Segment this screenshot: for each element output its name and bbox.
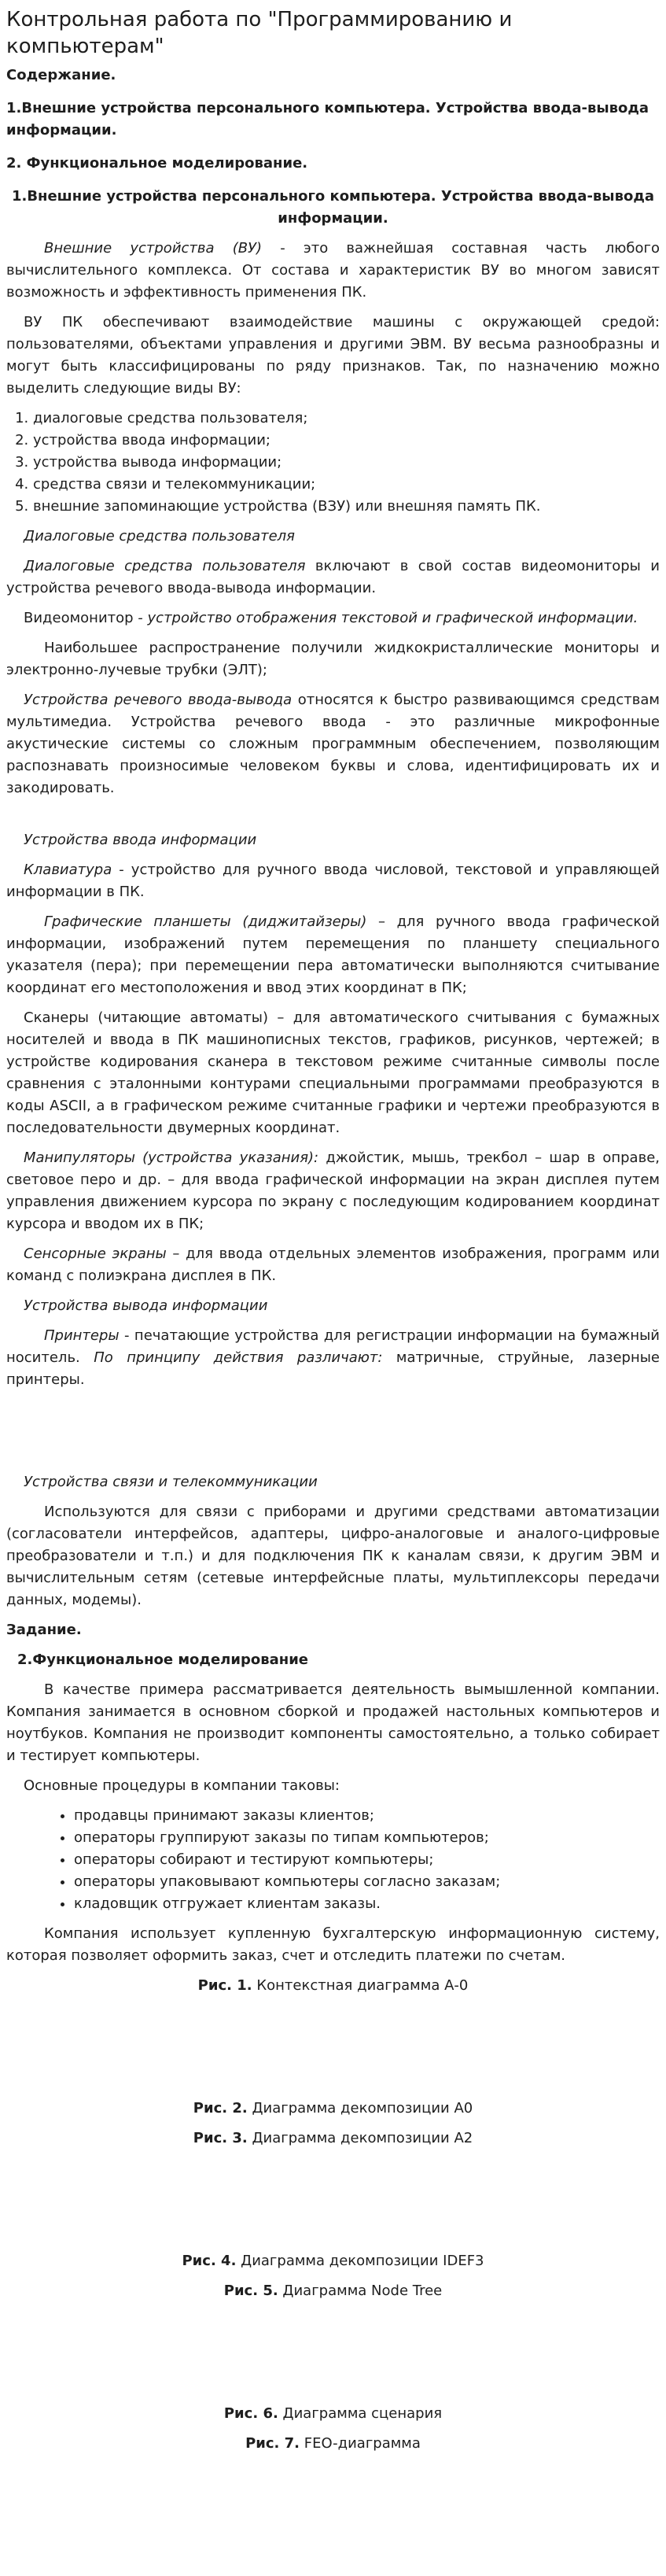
list-item: • операторы собирают и тестируют компьютеры; [74, 1849, 660, 1871]
list-item: • продавцы принимают заказы клиентов; [74, 1805, 660, 1827]
procedures-list [6, 1805, 660, 1915]
toc-item-2: 2. Функциональное моделирование. [6, 155, 308, 172]
list-item: 4. средства связи и телекоммуникации; [33, 474, 660, 496]
figure-1-placeholder [6, 2005, 660, 2098]
input-paragraph-3: Сканеры (читающие автоматы) – для автоматического считывания с бумажных носителей и ввода в ПК машинописных текстов, графиков, рисунков, чертежей; в устройстве кодирования сканера в текстовом режиме считанные символы после сравнения с эталонными контурами специальными программами преобразуются в коды ASCII, а в графическом режиме считанные графики и чертежи преобразуются в последовательности двумерных координат. [6, 1009, 660, 1136]
figure-caption-5: Рис. 5. Диаграмма Node Tree [223, 2283, 443, 2299]
toc-heading: Содержание. [6, 67, 116, 83]
task-heading: Задание. [6, 1622, 82, 1638]
device-types-list [6, 408, 660, 518]
telecom-subheading: Устройства связи и телекоммуникации [24, 1474, 318, 1490]
list-item: • операторы группируют заказы по типам компьютеров; [74, 1827, 660, 1849]
input-subheading: Устройства ввода информации [24, 832, 257, 848]
telecom-paragraph-1: Используются для связи с приборами и другими средствами автоматизации (согласователи интерфейсов, адаптеры, цифро-аналоговые и аналого-цифровые преобразователи и т.п.) и для подключения ПК к каналам связи, к другим ЭВМ и вычислительным сетям (сетевые интерфейсные платы, мультиплексоры передачи данных, модемы). [6, 1504, 660, 1608]
section1-paragraph-2: ВУ ПК обеспечивают взаимодействие машины с окружающей средой: пользователями, объектами управления и другими ЭВМ. ВУ весьма разнообразны и могут быть классифицированы по ряду признаков. Так, по назначению можно выделить следующие виды ВУ: [6, 314, 660, 397]
figure-caption-6: Рис. 6. Диаграмма сценария [223, 2405, 443, 2422]
dialog-paragraph-3: Наибольшее распространение получили жидкокристаллические мониторы и электронно-лучевые трубки (ЭЛТ); [6, 640, 660, 678]
dialog-subheading: Диалоговые средства пользователя [24, 528, 295, 544]
output-paragraph-1: Принтеры - печатающие устройства для регистрации информации на бумажный носитель. По принципу действия различают: матричные, струйные, лазерные принтеры. [6, 1327, 660, 1388]
toc-item-1: 1.Внешние устройства персонального компьютера. Устройства ввода-вывода информации. [6, 100, 649, 138]
dialog-paragraph-2: Видеомонитор - устройство отображения текстовой и графической информации. [24, 610, 638, 626]
task-paragraph-2: Основные процедуры в компании таковы: [24, 1777, 340, 1794]
figure-caption-2: Рис. 2. Диаграмма декомпозиции А0 [193, 2100, 473, 2117]
figure-caption-1: Рис. 1. Контекстная диаграмма А-0 [197, 1977, 469, 1994]
task-paragraph-1: В качестве примера рассматривается деятельность вымышленной компании. Компания занимается в основном сборкой и продажей настольных компьютеров и ноутбуков. Компания не производит компоненты самостоятельно, а только собирает и тестирует компьютеры. [6, 1681, 660, 1764]
input-paragraph-2: Графические планшеты (диджитайзеры) – для ручного ввода графической информации, изображений путем перемещения по планшету специального указателя (пера); при перемещении пера автоматически выполняются считывание координат его местоположения и ввод этих координат в ПК; [6, 913, 660, 996]
input-paragraph-4: Манипуляторы (устройства указания): джойстик, мышь, трекбол – шар в оправе, световое перо и др. – для ввода графической информации на экран дисплея путем управления движением курсора по экрану с последующим кодированием координат курсора и вводом их в ПК; [6, 1150, 660, 1232]
list-item: 3. устройства вывода информации; [33, 452, 660, 474]
list-item: 5. внешние запоминающие устройства (ВЗУ) или внешняя память ПК. [33, 496, 660, 518]
list-item: 1. диалоговые средства пользователя; [33, 408, 660, 430]
dialog-paragraph-1: Диалоговые средства пользователя включают в свой состав видеомониторы и устройства речевого ввода-вывода информации. [6, 558, 660, 596]
output-subheading: Устройства вывода информации [24, 1297, 268, 1314]
section1-intro: Внешние устройства (ВУ) - это важнейшая составная часть любого вычислительного комплекса. От состава и характеристик ВУ во многом зависят возможность и эффективность применения ПК. [6, 240, 660, 301]
figure-caption-7: Рис. 7. FEO-диаграмма [245, 2435, 421, 2452]
list-item: • кладовщик отгружает клиентам заказы. [74, 1893, 660, 1915]
section2-heading: 2.Функциональное моделирование [17, 1652, 309, 1668]
task-paragraph-3: Компания использует купленную бухгалтерскую информационную систему, которая позволяет оформить заказ, счет и отследить платежи по счетам. [6, 1925, 660, 1964]
figure-caption-3: Рис. 3. Диаграмма декомпозиции А2 [193, 2130, 473, 2146]
document-page [0, 6, 666, 2455]
dialog-paragraph-4: Устройства речевого ввода-вывода относятся к быстро развивающимся средствам мультимедиа. Устройства речевого ввода - это различные микрофонные акустические системы со сложным программным обеспечением, позволяющим распознавать произносимые человеком буквы и слова, идентифицировать их и закодировать. [6, 692, 660, 796]
input-paragraph-5: Сенсорные экраны – для ввода отдельных элементов изображения, программ или команд с полиэкрана дисплея в ПК. [6, 1246, 660, 1284]
document-title: Контрольная работа по "Программированию и компьютерам" [6, 8, 513, 58]
list-item: 2. устройства ввода информации; [33, 430, 660, 452]
figure-caption-4: Рис. 4. Диаграмма декомпозиции IDEF3 [182, 2253, 484, 2269]
list-item: • операторы упаковывают компьютеры согласно заказам; [74, 1871, 660, 1893]
figure-3-placeholder [6, 2157, 660, 2250]
section1-heading: 1.Внешние устройства персонального компьютера. Устройства ввода-вывода информации. [11, 188, 655, 227]
input-paragraph-1: Клавиатура - устройство для ручного ввода числовой, текстовой и управляющей информации в ПК. [6, 862, 660, 900]
figure-5-placeholder [6, 2310, 660, 2403]
